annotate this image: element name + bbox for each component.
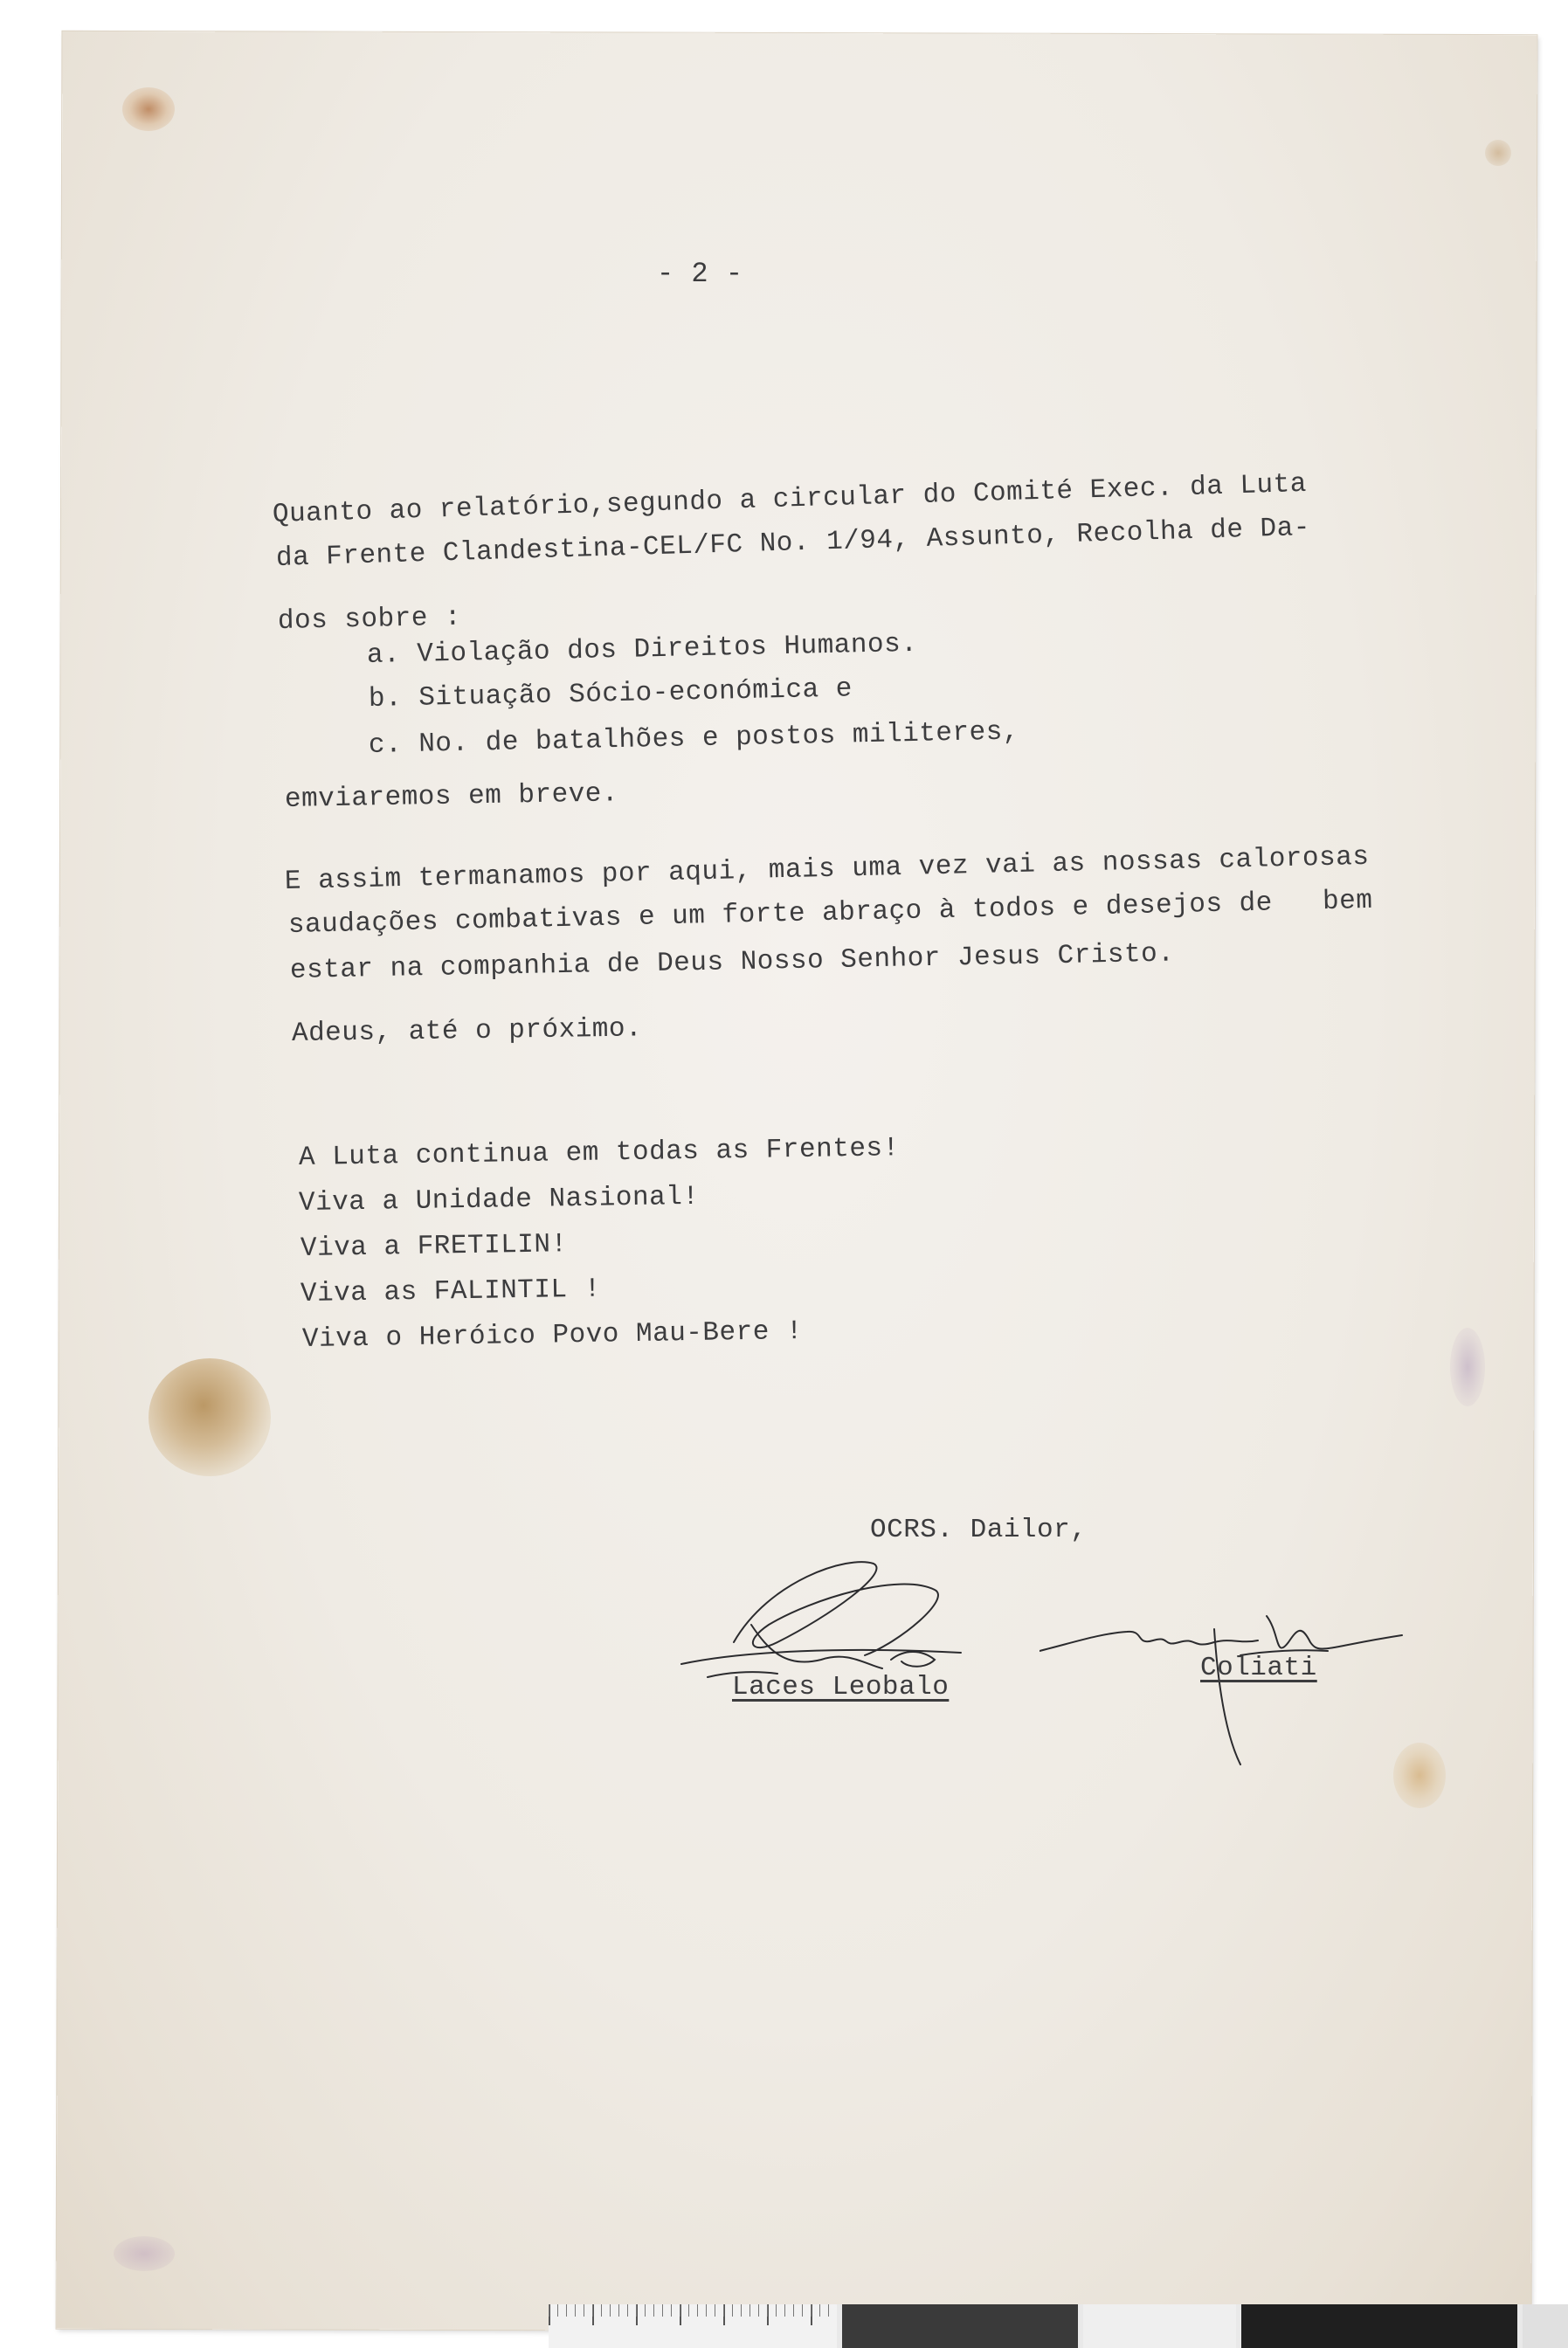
color-patch <box>1523 2304 1568 2348</box>
body-line: da Frente Clandestina-CEL/FC No. 1/94, Assunto, Recolha de Da- <box>275 512 1311 574</box>
document-page <box>57 31 1537 2332</box>
body-line: emviaremos em breve. <box>284 778 619 815</box>
color-patch <box>1083 2304 1236 2348</box>
body-line: saudações combativas e um forte abraço à todos e desejos de bem <box>287 885 1373 941</box>
body-line: Quanto ao relatório,segundo a circular do Comité Exec. da Luta <box>272 468 1308 530</box>
body-line: E assim termanamos por aqui, mais uma vez vai as nossas calorosas <box>284 841 1370 897</box>
slogan-line: Viva a FRETILIN! <box>300 1229 568 1264</box>
slogan-line: A Luta continua em todas as Frentes! <box>298 1133 900 1173</box>
color-patch <box>842 2304 1078 2348</box>
slogan-line: Viva o Heróico Povo Mau-Bere ! <box>301 1316 804 1355</box>
slogan-line: Viva a Unidade Nasional! <box>298 1181 700 1219</box>
list-item: a. Violação dos Direitos Humanos. <box>366 628 918 671</box>
rust-stain <box>122 87 175 131</box>
ruler-ticks <box>549 2304 837 2348</box>
color-patch <box>1241 2304 1517 2348</box>
signatory-name: Coliati <box>1200 1653 1317 1683</box>
slogan-line: Viva as FALINTIL ! <box>300 1274 602 1309</box>
ink-smudge <box>114 2236 175 2271</box>
list-item: b. Situação Sócio-económica e <box>368 673 853 715</box>
signature-2 <box>1040 1590 1406 1782</box>
scan-ruler <box>549 2304 1568 2348</box>
page-number: - 2 - <box>657 258 743 290</box>
list-item: c. No. de batalhões e postos militeres, <box>368 716 1020 761</box>
water-stain <box>149 1358 271 1476</box>
body-line: dos sobre : <box>277 602 462 637</box>
body-line: Adeus, até o próximo. <box>291 1013 643 1049</box>
rust-stain <box>1485 140 1511 166</box>
body-line: estar na companhia de Deus Nosso Senhor Jesus Cristo. <box>289 938 1175 986</box>
closing-line: OCRS. Dailor, <box>870 1515 1088 1545</box>
signatory-name: Laces Leobalo <box>732 1672 950 1702</box>
ink-smudge <box>1450 1328 1485 1406</box>
